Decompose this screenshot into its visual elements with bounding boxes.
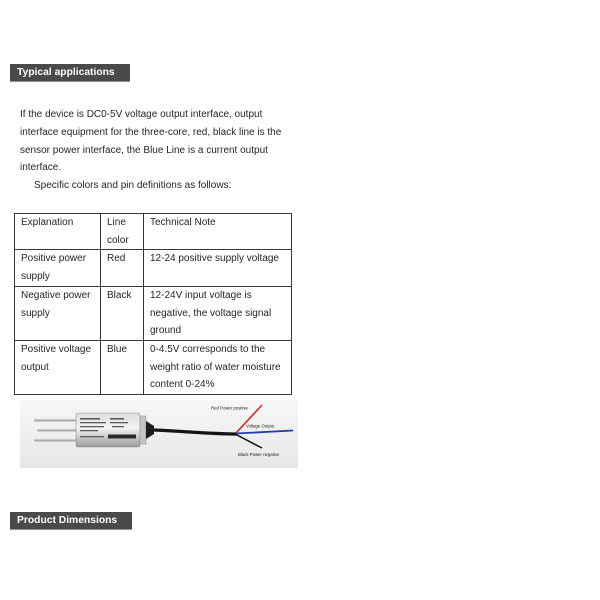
sensor-wiring-illustration <box>20 400 298 468</box>
cell-technical-note: 12-24 positive supply voltage <box>144 250 292 286</box>
cell-line-color: Black <box>101 286 144 340</box>
header-explanation: Explanation <box>15 214 101 250</box>
pin-definition-table <box>14 213 292 395</box>
cell-line-color: Blue <box>101 340 144 394</box>
paragraph-line: interface equipment for the three-core, red, black line is the <box>20 126 282 138</box>
header-technical-note: Technical Note <box>144 214 292 250</box>
cell-technical-note: 12-24V input voltage is negative, the voltage signal ground <box>144 286 292 340</box>
section-header-typical-applications <box>10 64 130 82</box>
black-wire-label: Black Power negative <box>238 452 280 457</box>
section-title: Product Dimensions <box>17 515 118 526</box>
paragraph-line: sensor power interface, the Blue Line is a current output <box>20 144 268 156</box>
sensor-body <box>76 413 146 447</box>
section-title: Typical applications <box>17 67 115 78</box>
table-row <box>15 250 292 286</box>
paragraph-line: If the device is DC0-5V voltage output interface, output <box>20 109 263 120</box>
voltage-output-label: Voltage Output <box>246 423 275 429</box>
table-row <box>15 340 292 394</box>
section-header-product-dimensions <box>10 512 132 530</box>
header-line-color: Line color <box>101 214 144 250</box>
paragraph-line: interface. <box>20 162 62 174</box>
sensor-wiring-figure <box>20 400 298 468</box>
table-header-row <box>15 214 292 250</box>
pin-definition-note: Specific colors and pin definitions as follows: <box>34 180 232 191</box>
cell-explanation: Negative power supply <box>15 286 101 340</box>
red-wire-label: Red Power positive <box>211 405 249 411</box>
cell-technical-note: 0-4.5V corresponds to the weight ratio of water moisture content 0-24% <box>144 340 292 394</box>
intro-paragraph <box>20 106 281 177</box>
cell-line-color: Red <box>101 250 144 286</box>
table-row <box>15 286 292 340</box>
cell-explanation: Positive voltage output <box>15 340 101 394</box>
cell-explanation: Positive power supply <box>15 250 101 286</box>
